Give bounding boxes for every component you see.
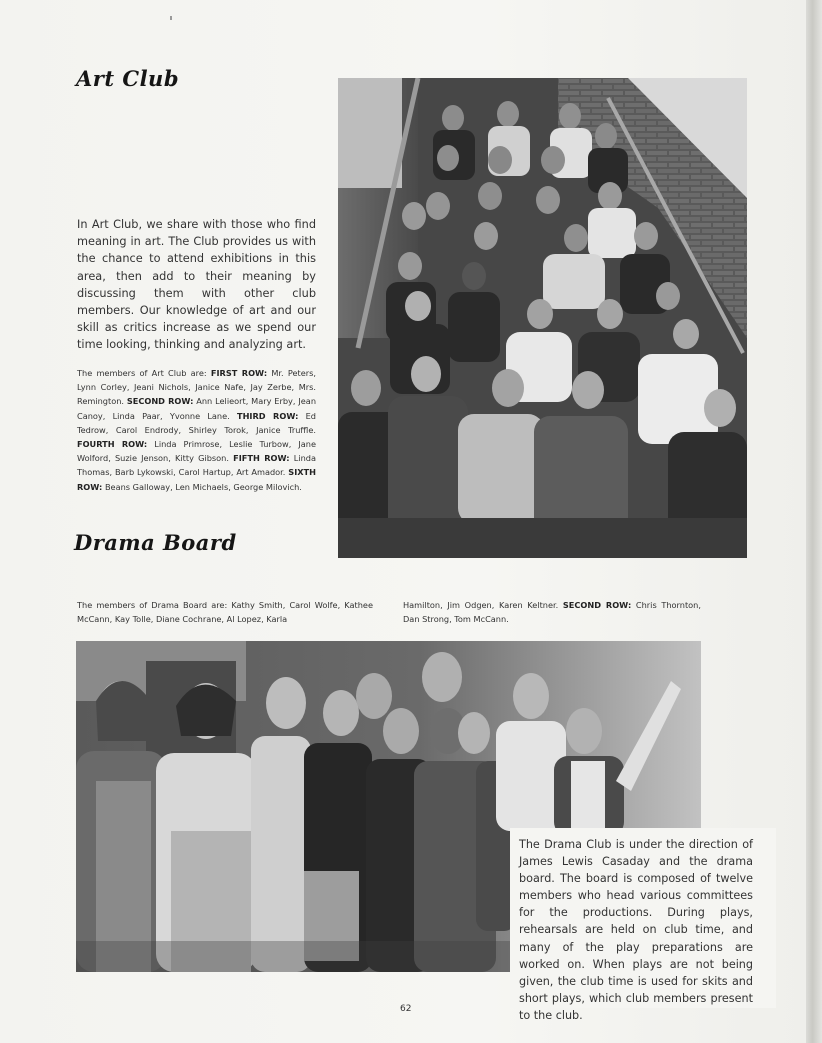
row-label: FOURTH ROW: <box>77 439 148 450</box>
members-intro: The members of Art Club are: <box>77 368 207 378</box>
page-edge <box>806 0 822 1043</box>
art-club-members-caption <box>77 366 316 494</box>
row-label: FIRST ROW: <box>210 368 268 378</box>
row-names: Beans Galloway, Len Michaels, George Milovich. <box>104 481 302 492</box>
row-names: Ann Lelieort, Mary Erby, Jean Canoy, Linda Paar, Yvonne Lane. <box>77 396 317 421</box>
drama-board-title: Drama Board <box>74 530 237 555</box>
drama-members-caption-col2 <box>403 598 701 626</box>
art-club-group-photo <box>338 78 747 558</box>
row-names: Ed Tedrow, Carol Endrody, Shirley Torok, Janice Truffle. <box>77 410 316 435</box>
art-club-description: In Art Club, we share with those who find meaning in art. The Club provides us with the chance to attend exhibitions in this area, then add to their meaning by discussing them with other club members. Our knowledge of art and our skill as critics increase as we spend our time looking, thinking and analyzing art. <box>77 218 316 352</box>
row-label: THIRD ROW: <box>237 410 299 421</box>
art-club-title: Art Club <box>76 66 180 91</box>
row-label: SECOND ROW: <box>562 600 632 610</box>
row-names: Linda Primrose, Leslie Turbow, Jane Wolford, Suzie Jenson, Kitty Gibson. <box>77 439 316 464</box>
members-continued: Hamilton, Jim Odgen, Karen Keltner. <box>403 600 559 610</box>
page-number: 62 <box>400 1004 412 1014</box>
row-names: Mr. Peters, Lynn Corley, Jeani Nichols, Janice Nafe, Jay Zerbe, Mrs. Remington. <box>77 368 317 407</box>
row-label: SIXTH ROW: <box>77 467 316 492</box>
row-names: Linda Thomas, Barb Lykowski, Carol Hartup, Art Amador. <box>77 453 316 478</box>
row-names: Chris Thornton, Dan Strong, Tom McCann. <box>403 600 701 625</box>
drama-board-description: The Drama Club is under the direction of James Lewis Casaday and the drama board. The board is composed of twelve members who head various committees for the productions. During plays, rehearsals are held on club time, and many of the play preparations are worked on. When plays are not being given, the club time is used for skits and short plays, which club members present to the club. <box>519 838 753 1022</box>
drama-members-caption-col1: The members of Drama Board are: Kathy Smith, Carol Wolfe, Kathee McCann, Kay Tolle, Diane Cochrane, Al Lopez, Karla <box>77 600 373 625</box>
row-label: FIFTH ROW: <box>233 453 290 464</box>
page-mark <box>170 16 172 20</box>
row-label: SECOND ROW: <box>126 396 194 407</box>
